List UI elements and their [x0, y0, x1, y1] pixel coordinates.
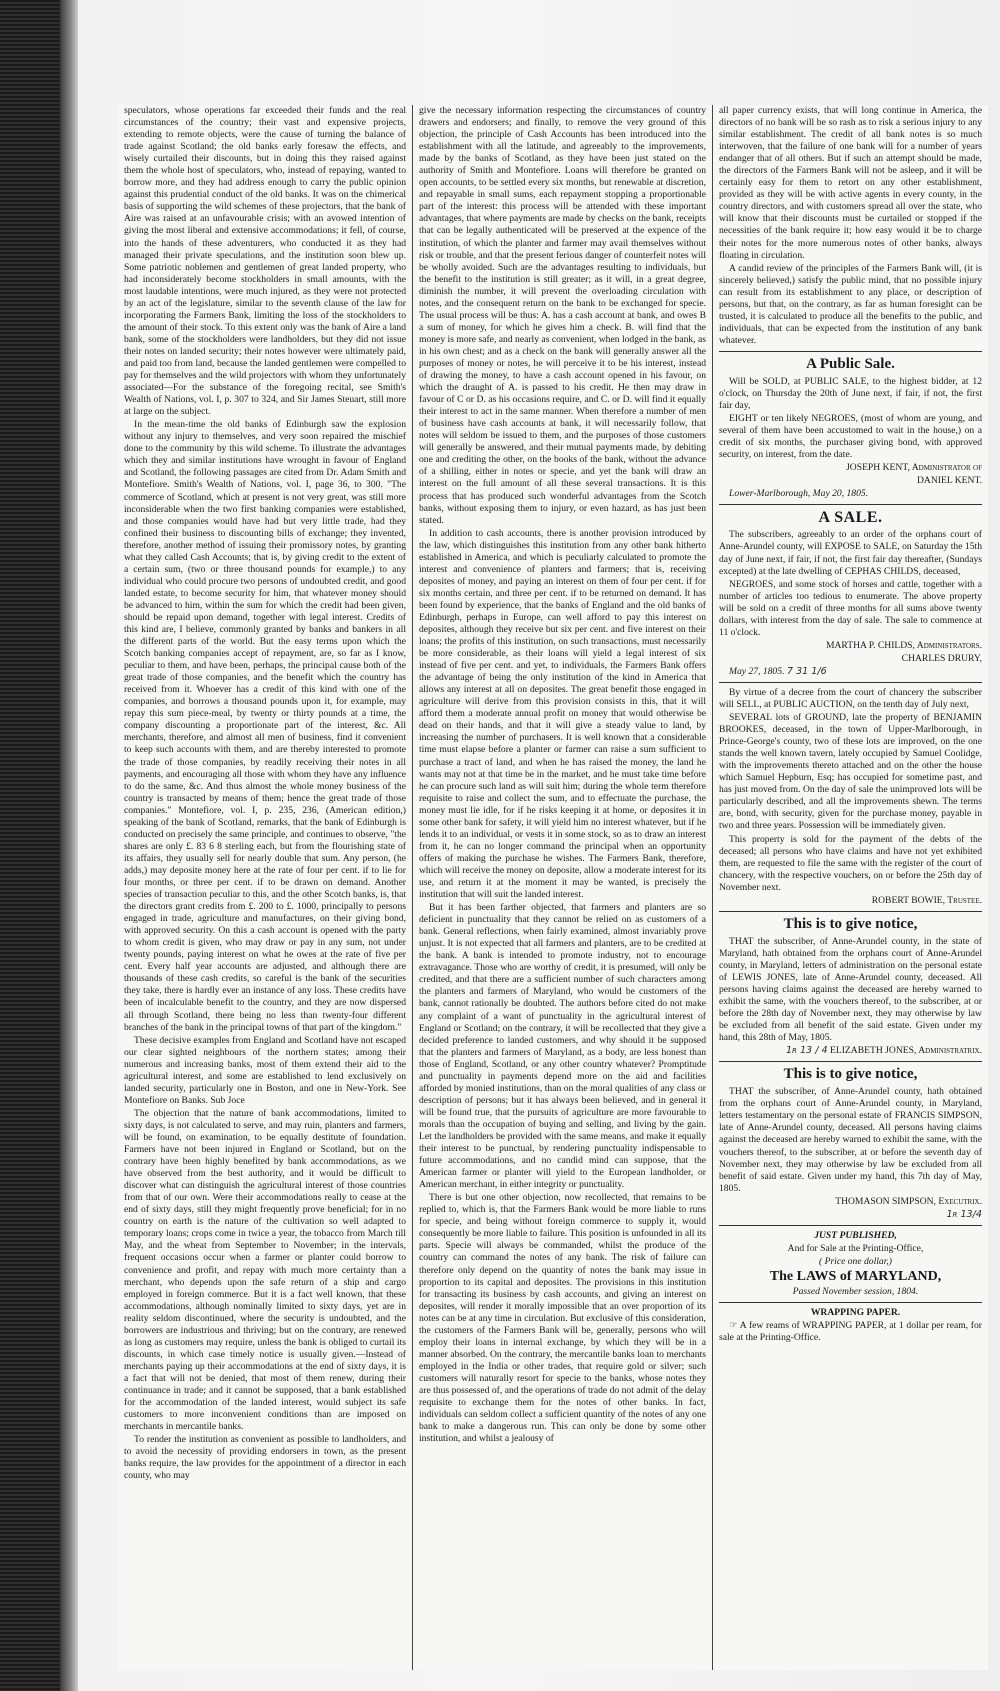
article-paragraph: In the mean-time the old banks of Edinburgh saw the explosion without any injury to themselves, and very soon repaired the mischief done to the community by this wild scheme. To illustrate the advantages which they and similar institutions have wrought in favour of England and Scotland, the following passages are cited from Dr. Adam Smith and Montefiore. Smith's Wealth of Nations, vol. I, page 36, to 300. "The commerce of Scotland, which at present is not very great, was still more inconsiderable when the two first banking companies were established, and those companies would have had but very little trade, had they confined their business to discounting bills of exchange; they invented, therefore, another method of issuing their promissory notes, by granting what they called Cash Accounts; that is, by giving credit to the extent of a certain sum, (two or three thousand pounds for example,) to any individual who could procure two persons of undoubted credit, and good landed estate, to become security for him, that whatever money should be advanced to him, within the sum for which the credit had been given, should be repaid upon demand, together with legal interest. Credits of this kind are, I believe, commonly granted by banks and bankers in all the different parts of the world. But the easy terms upon which the Scotch banking companies accept of repayment, are, so far as I know, peculiar to them, and have been, perhaps, the principal cause both of the great trade of those companies, and the benefit which the country has received from it. Whoever has a credit of this kind with one of the companies, and borrows a thousand pounds upon it, for example, may repay this sum piece-meal, by twenty or thirty pounds at a time, the company discounting a proportionate part of the interest, &c. All merchants, therefore, and almost all men of business, find it convenient to keep such accounts with them, and are thereby interested to promote the trade of those companies, by readily receiving their notes in all payments, and encouraging all those with whom they have any influence to do the same, &c. And thus almost the whole money business of the country is transacted by means of them; hence the great trade of those companies." Montefiore, vol. I, p. 235, 236, (American edition,) speaking of the bank of Scotland, remarks, that the bank of Edinburgh is conducted on precisely the same principle, and continues to observe, "the shares are only £. 83 6 8 sterling each, but from the flourishing state of its affairs, they usually sell for nearly double that sum. Any person, (he adds,) may deposite money here at the rate of four per cent. if to lie for four months, or three per cent. if to be drawn on demand. Another species of transaction peculiar to this, and the other Scotch banks, is, that the directors grant credits from £. 200 to £. 1000, principally to persons engaged in trade, agriculture and manufactures, on their giving bond, with approved security. On this a cash account is opened with the party to whom credit is given, who may draw or pay in any sum, not under twenty pounds, paying interest on what he owes at the rate of five per cent. Every half year accounts are adjusted, and although there are thousands of these cash credits, so careful is the bank of the securities they take, there is hardly ever an instance of any loss. These credits have been of incalculable benefit to the country, and they are now dispersed all through Scotland, there being no less than twenty-four different branches of the bank in the principal towns of that part of the kingdom.": [124, 419, 406, 1033]
ad-auction: [719, 687, 982, 907]
ad-title: This is to give notice,: [783, 915, 918, 932]
ad-line: JUST PUBLISHED,: [814, 1229, 897, 1241]
ad-title: This is to give notice,: [783, 1066, 918, 1083]
ad-dateline: Lower-Marlborough, May 20, 1805.: [729, 488, 869, 500]
ad-body: This property is sold for the payment of the debts of the deceased; all persons who have claims and have not yet exhibited them, are requested to file the same with the register of the court of chancery, with the respective vouchers, on or before the 25th day of November next.: [719, 833, 982, 893]
ad-intro: By virtue of a decree from the court of chancery the subscriber will SELL, at PUBLIC AUCTION, on the tenth day of July next,: [719, 686, 982, 711]
ad-title: A Public Sale.: [806, 355, 895, 372]
divider: [719, 1302, 982, 1303]
ad-body: EIGHT or ten likely NEGROES, (most of whom are young, and several of them have been accustomed to wait in the house,) on a credit of six months, the purchaser giving bond, with approved security, on interest, from the date.: [719, 413, 982, 461]
ad-notice-simpson: [719, 1066, 982, 1221]
handwritten-note: 1r 13 / 4: [785, 1045, 828, 1057]
column-2: [413, 105, 713, 1670]
article-paragraph: In addition to cash accounts, there is another provision introduced by the law, which distinguishes this institution from any other bank hitherto established in America, and which is peculiarly calculated to promote the interest and convenience of planters and farmers; that is, receiving deposites of money, and paying an interest on them of four per cent. if for six months certain, and three per cent. if to be returned on demand. It has been found by experience, that the banks of England and the old banks of Edinburgh, perhaps in Europe, can well afford to pay this interest on deposites, although they receive but six per cent. and five interest on their loans; the profits of this institution, on such transactions, must necessarily be more considerable, as their loans will yield a legal interest of six instead of five per cent. and yet, to individuals, the Farmers Bank offers the advantage of being the only institution of the kind in America that allows any interest at all on deposites. The great benefit those engaged in agriculture will derive from this provision consists in this, that it will afford them a moderate annual profit on money that would otherwise be dead on their hands, and that it will give a steady value to land, by increasing the number of purchasers. It is well known that a considerable time must elapse before a planter or farmer can raise a sum sufficient to purchase a tract of land, and when he has raised the money, the land he wants may not at that time be in the market, and he must take time before he can procure such land as will suit him; during the whole term therefore requisite to raise and collect the sum, and to effectuate the purchase, the money must lie idle, for if he risks keeping it at home, or deposites it in some other bank for safety, it will yield him no interest whatever, but if he lends it to an individual, or vests it in some stock, so as to draw an interest from it, he can no longer command the principal when an opportunity offers of making the purchase he wishes. The Farmers Bank, therefore, which will receive the money on deposite, allow a moderate interest for its use, and return it at the moment it may be wanted, is precisely the institution that will suit the landed interest.: [419, 527, 706, 901]
ad-wrapping-paper: [719, 1307, 982, 1344]
article-paragraph: The objection that the nature of bank accommodations, limited to sixty days, is not calculated to serve, and may ruin, planters and farmers, will be found, on examination, to be equally destitute of foundation. Farmers have not been injured in England or Scotland, but on the contrary have been highly benefited by bank accommodations, as we have observed from the best authority, and it would be difficult to discover what can distinguish the agricultural interest of those countries from that of our own. Were their accommodations really to cease at the end of sixty days, still they might frequently prove beneficial; for in no country on earth is the nature of the cultivation so well adapted to temporary loans; crops come in twice a year, the tobacco from March till May, and the wheat from September to November; in the intervals, frequent occasions occur when a farmer or planter could borrow to convenience and profit, and repay with much more certainty than a merchant, who depends upon the safe return of a ship and cargo employed in foreign commerce. But it is a fact well known, that these accommodations, although nominally limited to sixty days, yet are in reality seldom discontinued, where the security is undoubted, and the borrowers are industrious and thriving; but on the contrary, are renewed as long as customers may require, unless the bank is obliged to curtail its discounts, in which case timely notice is usually given.—Instead of merchants paying up their accommodations at the end of sixty days, it is a fact that will not be denied, that most of them renew, during their continuance in trade; and it cannot be supposed, that a bank established for the accommodation of the landed interest, would subject its safe customers to more inconvenient conditions than are imposed on merchants in mercantile banks.: [124, 1107, 406, 1433]
divider: [719, 911, 982, 912]
handwritten-note: 1r 13/4: [946, 1208, 982, 1220]
ad-signer: ELIZABETH JONES, Administratrix.: [830, 1045, 982, 1057]
ad-body: ☞ A few reams of WRAPPING PAPER, at 1 dollar per ream, for sale at the Printing-Office.: [719, 1320, 982, 1344]
column-3: [713, 105, 988, 1670]
article-paragraph: To render the institution as convenient as possible to landholders, and to avoid the necessity of providing endorsers in town, as the present banks require, the law provides for the appointment of a director in each county, who may: [124, 1434, 406, 1482]
article-paragraph: give the necessary information respecting the circumstances of country drawers and endorsers; and finally, to remove the very ground of this objection, the principle of Cash Accounts has been introduced into the establishment with all the latitude, and agreeably to the improvements, made by the banks of Scotland, as they have been just stated on the authority of Smith and Montefiore. Loans will therefore be granted on open accounts, to be settled every six months, but renewable at discretion, and repayable in small sums, each repayment stopping a proportionable part of the interest: this process will be attended with these important advantages, that where payments are made by checks on the bank, receipts that can be legally authenticated will be preserved at the expence of the institution, of which the planter and farmer may avail themselves without risk or trouble, and that the present ferious danger of counterfeit notes will be wholly avoided. Such are the advantages resulting to individuals, but the benefit to the institution is still greater; as it will, in a great degree, diminish the number, it will prevent the overloading circulation with notes, and the consequent return on the bank to be exchanged for specie. The usual process will be thus: A. has a cash account at bank, and owes B a sum of money, for which he gives him a check. B. will find that the money is more safe, and nearly as convenient, when lodged in the bank, as in his own chest; and as a check on the bank will generally answer all the purposes of money or notes, he will perceive it to be his interest, instead of drawing the money, to have a cash account opened in his favour, on which the draught of A. is passed to his credit. He then may draw in favour of C or D. as his occasions require, and C. or D. will find it equally their interest to act in the same manner. When therefore a number of men of business have cash accounts at bank, it will necessarily follow, that notes will seldom be issued to them, and the purposes of those customers will generally be answered, and their mutual payments made, by debiting one and crediting the other, on the books of the bank, without the advance of a shilling, either in notes or specie, and yet the bank will draw an interest on the full amount of all these several transactions. It is this process that has produced such wonderful advantages from the Scotch banks, without exposing them to injury, or even hazard, as has just been stated.: [419, 105, 706, 526]
article-paragraph: speculators, whose operations far exceeded their funds and the real circumstances of the country; their vast and expensive projects, extending to remote objects, were the cause of turning the balance of trade against Scotland; the old banks early foresaw the effects, and wisely curtailed their discounts, but in doing this they raised against them the whole host of speculators, who, instead of repaying, wanted to borrow more, and they had address enough to carry the public opinion against this prudential conduct of the old banks. It was on the chimerical basis of supporting the wild schemes of these projectors, that the bank of Aire was raised at an unfavourable crisis; with an avowed intention of giving the most liberal and extensive accommodations; it fell, of course, into the hands of these adventurers, who conducted it as they had managed their private speculations, and the institution soon blew up. Some patriotic noblemen and gentlemen of great landed property, who had inconsiderately become stockholders in small amounts, with the most laudable intentions, were much injured, as they were not protected by an act of the legislature, similar to the seventh clause of the law for incorporating the Farmers Bank, limiting the loss of the stockholders to the amount of their stock. To this extent only was the bank of Aire a land bank, some of the stockholders were landholders, but they did not issue their notes on landed security; their notes however were ultimately paid, and paid too from land, because the landed gentlemen were compelled to pay for themselves and the wild projectors with whom they unfortunately associated—For the substance of the foregoing recital, see Smith's Wealth of Nations, vol. I, p. 307 to 324, and Sir James Steuart, still more at large on the subject.: [124, 105, 406, 418]
divider: [719, 1225, 982, 1226]
ad-signature: ROBERT BOWIE, Trustee.: [871, 894, 982, 906]
ad-date: May 27, 1805.: [729, 665, 785, 677]
article-paragraph: But it has been farther objected, that farmers and planters are so deficient in punctuality that they cannot be relied on as customers of a bank. General reflections, when fairly examined, almost invariably prove unjust. It is not expected that all farmers and planters, are to be credited at the bank. A bank is intended to promote industry, not to encourage extravagance. Those who are worthy of credit, it is presumed, will only be credited, and that there are a sufficient number of such characters among the planters and farmers of Maryland, who would be customers of the bank, cannot rationally be doubted. The authors before cited do not make any complaint of a want of punctuality in the agricultural interest of England or Scotland; on the contrary, it will be recollected that they give a decided preference to landed customers, and why should it be supposed that the planters and farmers of Maryland, as a body, are less honest than those of England, Scotland, or any other country whatever? Promptitude and punctuality in payments depend more on the aid and facilities afforded by monied institutions, than on the moral qualities of any class or description of persons; but it has always been believed, and in general it will be found true, that the pursuits of agriculture are more favourable to morals than the occupation of buying and selling, and living by the gain. Let the landholders be provided with the same means, and make it equally their interest to be punctual, by rendering punctuality indispensable to future accommodations, and no candid mind can suppose, that the American farmer or planter will yield to the European landholder, or American merchant, in either integrity or punctuality.: [419, 902, 706, 1191]
column-1: [118, 105, 413, 1670]
article-conclusion: A candid review of the principles of the Farmers Bank will, (it is sincerely believed,) satisfy the public mind, that no possible injury can result from its establishment to any place, or description of persons, but that, on the contrary, as far as human foresight can be trusted, it is calculated to produce all the benefits to the public, and individuals, that can be expected from the institution of any bank whatever.: [719, 262, 982, 346]
ad-body: SEVERAL lots of GROUND, late the property of BENJAMIN BROOKES, deceased, in the town of Upper-Marlborough, in Prince-George's county, two of these lots are improved, on the one stands the well known tavern, lately occupied by Samuel Coolidge, with the improvements thereto attached and on the other the house which Samuel Hepburn, Esq; has occupied for sometime past, and has just moved from. On the day of sale the unimproved lots will be particularly described, and all the improvements shewn. The terms are, bond, with security, given for the purchase money, payable in two and three years. Possession will be immediately given.: [719, 712, 982, 832]
article-paragraph: all paper currency exists, that will long continue in America, the directors of no bank will be so rash as to risk a serious injury to any similar establishment. The credit of all bank notes is so much interwoven, that the failure of one bank will for a number of years endanger that of all others. But if such an attempt should be made, the directors of the Farmers Bank will not be asleep, and it will be certainly easy for them to retort on any other establishment, provided as they will be with active agents in every county, in the country directors, and with customers spread all over the state, who will know that their discounts must be curtailed or stopped if the necessities of the bank require it; how easy would it be to charge their notes for the more numerous notes of other banks, always floating in circulation.: [719, 105, 982, 261]
article-paragraph: There is but one other objection, now recollected, that remains to be replied to, which is, that the Farmers Bank would be more liable to runs for specie, and being without foreign commerce to supply it, would consequently be more liable to failure. This position is unfounded in all its parts. Specie will always be commanded, whilst the produce of the country can command the notes of any bank. The risk of failure can therefore only depend on the quantity of notes the bank may issue in proportion to its capital and deposites. The provisions in this institution for transacting its business by cash accounts, and giving an interest on deposites, will render it morally impossible that an over proportion of its notes can be at any time in circulation. But exclusive of this consideration, the customers of the Farmers Bank will be, generally, persons who will employ their loans in internal exchange, by which they will be in a manner absorbed. On the contrary, the mercantile banks loan to merchants employed in the India or other trades, that require gold or silver; such customers will naturally resort for specie to the banks, whose notes they are thus possessed of, and the operations of trade do not admit of the delay requisite to exchange them for the notes of other banks. In fact, individuals can seldom collect a sufficient quantity of the notes of any one bank to make a dangerous run. This can only be done by some other institution, and whilst a jealousy of: [419, 1192, 706, 1445]
ad-line: Passed November session, 1804.: [792, 1285, 919, 1297]
divider: [719, 1061, 982, 1062]
ad-signature: THOMASON SIMPSON, Executrix.: [835, 1195, 982, 1207]
book-binding: [0, 0, 60, 1691]
ad-dateline: [719, 666, 982, 678]
ad-body: THAT the subscriber, of Anne-Arundel county, hath obtained from the orphans court of Anne-Arundel county, in Maryland, letters testamentary on the personal estate of FRANCIS SIMPSON, late of Anne-Arundel county, deceased. All persons having claims against the deceased are hereby warned to exhibit the same, with the vouchers thereof, to the subscriber, at or before the seventh day of November next, they may otherwise by law be excluded from all benefit of said estate. Given under my hand, this 7th day of May, 1805.: [719, 1086, 982, 1194]
ad-line: And for Sale at the Printing-Office,: [787, 1242, 924, 1254]
divider: [719, 504, 982, 505]
divider: [719, 682, 982, 683]
binding-edge: [60, 0, 78, 1691]
ad-line: ( Price one dollar,): [818, 1255, 892, 1267]
ad-book-title: The LAWS of MARYLAND,: [769, 1268, 942, 1284]
article-paragraph: These decisive examples from England and Scotland have not escaped our clear sighted neighbours of the northern states; among their numerous and increasing banks, most of them extend their aid to the agricultural interest, and some are established to lend exclusively on landed security, particularly one in Boston, and one in New-York. See Montefiore on Banks. Sub Joce: [124, 1034, 406, 1106]
ad-sale: [719, 509, 982, 678]
ad-body: NEGROES, and some stock of horses and cattle, together with a number of articles too tedious to enumerate. The above property will be sold on a credit of three months for all sums above twenty dollars, with interest from the day of sale. The sale to commence at 11 o'clock.: [719, 578, 982, 638]
ad-signature: CHARLES DRURY,: [901, 652, 982, 664]
ad-notice-jones: [719, 916, 982, 1057]
column-container: [118, 105, 988, 1670]
handwritten-note: 7 31 1/6: [786, 665, 827, 677]
ad-signature: MARTHA P. CHILDS, Administrators.: [825, 639, 982, 651]
ad-just-published: [719, 1230, 982, 1298]
ad-signature: JOSEPH KENT, Administrator of: [846, 462, 982, 474]
ad-signature: [719, 1045, 982, 1057]
ad-signature: DANIEL KENT.: [916, 475, 982, 487]
newspaper-page: [118, 105, 988, 1670]
ad-title: A SALE.: [818, 509, 883, 527]
ad-public-sale: [719, 356, 982, 500]
ad-body: THAT the subscriber, of Anne-Arundel county, in the state of Maryland, hath obtained from the orphans court of Anne-Arundel county, in Maryland, letters of administration on the personal estate of LEWIS JONES, late of Anne-Arundel county, deceased. All persons having claims against the deceased are hereby warned to exhibit the same, with the vouchers thereof, to the subscriber, at or before the 28th day of November next, they may otherwise by law be excluded from all benefit of the said estate. Given under my hand, this 28th of May, 1805.: [719, 935, 982, 1044]
ad-body: Will be SOLD, at PUBLIC SALE, to the highest bidder, at 12 o'clock, on Thursday the 20th of June next, if fair, if not, the first fair day,: [719, 375, 982, 412]
ad-title: WRAPPING PAPER.: [810, 1306, 901, 1318]
ad-body: The subscribers, agreeably to an order of the orphans court of Anne-Arundel county, will EXPOSE to SALE, on Saturday the 15th day of June next, if fair, if not, the first fair day thereafter, (Sundays excepted) at the late dwelling of CEPHAS CHILDS, deceased,: [719, 529, 982, 577]
divider: [719, 351, 982, 352]
